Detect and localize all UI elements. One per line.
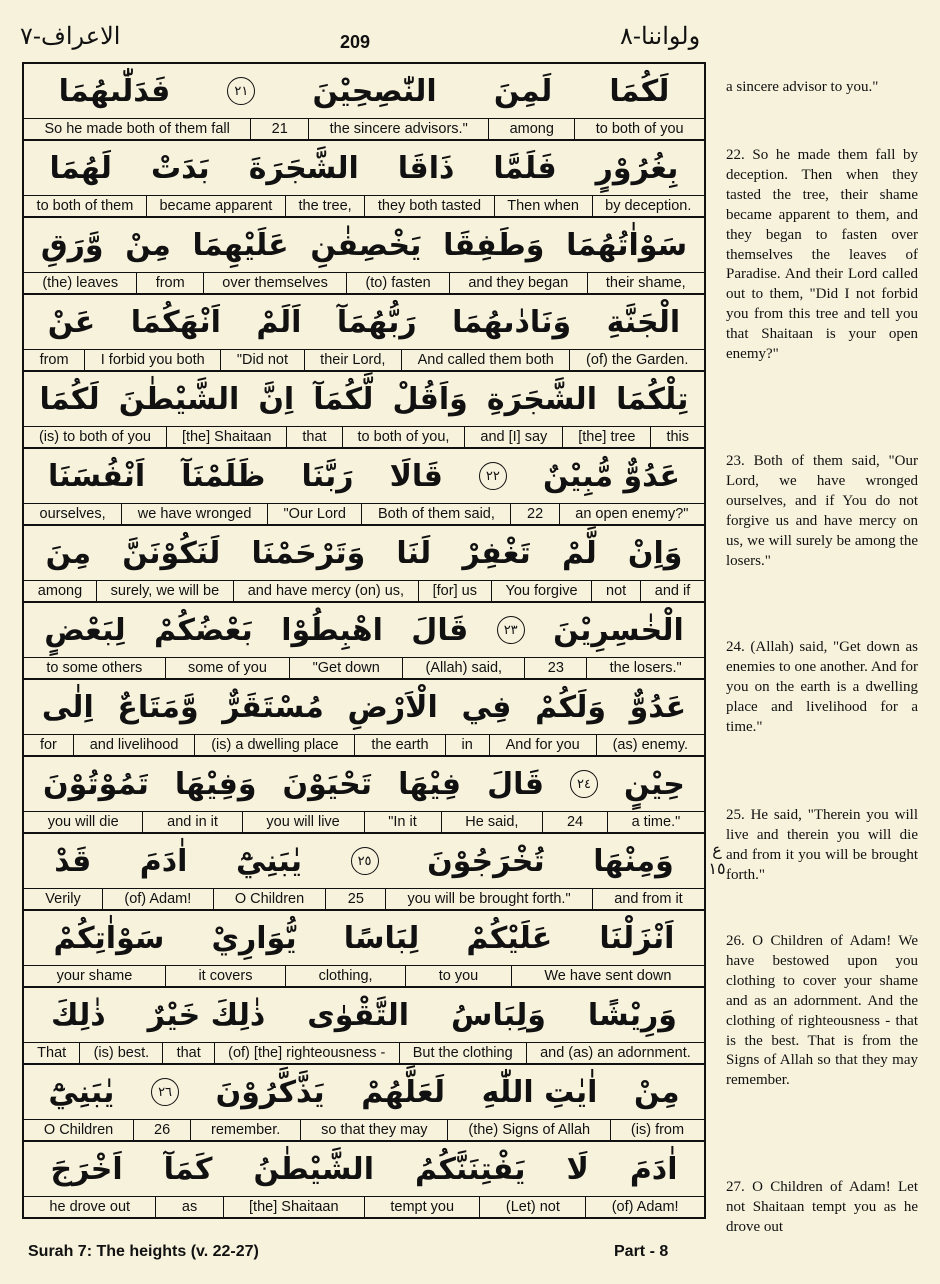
arabic-word: اٰيٰتِ اللّٰهِ [481, 1074, 598, 1110]
arabic-word: الْاَرْضِ [347, 689, 438, 725]
arabic-word: يٰبَنِيْٓ [48, 1074, 115, 1110]
arabic-word: اِنَّ [258, 381, 295, 417]
translation-verse-24: 24. (Allah) said, "Get down as enemies to one another. And for you on the earth is a dwelling place and livelihood for a time." [726, 639, 918, 735]
arabic-word: قَدْ [54, 843, 92, 879]
english-gloss-line [24, 349, 704, 370]
gloss-cell: (as) enemy. [596, 735, 704, 755]
verse-number-marker: ٢١ [227, 77, 255, 105]
arabic-word: وَتَرْحَمْنَا [251, 535, 366, 571]
arabic-word: اَنْفُسَنَا [48, 458, 146, 494]
arabic-word: بِغُرُوْرٍ [595, 150, 679, 186]
gloss-cell: an open enemy?" [559, 504, 704, 524]
gloss-cell: some of you [165, 658, 290, 678]
gloss-cell: We have sent down [511, 966, 704, 986]
gloss-cell: among [37, 583, 83, 599]
arabic-word: عَدُوٌّ مُّبِيْنٌ [542, 458, 680, 494]
arabic-word: ظَلَمْنَآ [181, 458, 266, 494]
arabic-word: مِنَ [45, 535, 92, 571]
gloss-cell: for [39, 737, 57, 753]
arabic-word: وَطَفِقَا [443, 227, 545, 263]
verse-row [24, 757, 704, 834]
arabic-line [24, 372, 704, 426]
gloss-cell: 21 [250, 119, 308, 139]
gloss-cell: their shame, [587, 273, 704, 293]
gloss-cell: remember. [190, 1120, 300, 1140]
gloss-cell: and livelihood [73, 735, 195, 755]
gloss-cell: [for] us [418, 581, 491, 601]
gloss-cell: and have mercy (on) us, [233, 581, 418, 601]
gloss-cell: That [37, 1045, 67, 1061]
arabic-word: ذَاقَا [397, 150, 455, 186]
gloss-cell: "Did not [220, 350, 303, 370]
arabic-line [24, 988, 704, 1042]
arabic-word: لَكُمَا [39, 381, 100, 417]
gloss-cell: I forbid you both [84, 350, 220, 370]
gloss-cell: it covers [165, 966, 285, 986]
gloss-cell: "Our Lord [267, 504, 361, 524]
arabic-word: الْخٰسِرِيْنَ [553, 612, 684, 648]
surah-name-header: الاعراف-٧ [20, 22, 121, 50]
gloss-cell: (is) a dwelling place [194, 735, 354, 755]
arabic-line [24, 64, 704, 118]
verse-row [24, 218, 704, 295]
verse-row [24, 603, 704, 680]
translation-verse-25: 25. He said, "Therein you will live and therein you will die and from it you will be brought forth." [726, 807, 918, 883]
gloss-cell: a time." [607, 812, 704, 832]
english-gloss-line [24, 965, 704, 986]
arabic-word: وَاَقُلْ [392, 381, 468, 417]
gloss-cell: by deception. [592, 196, 704, 216]
verse-row [24, 295, 704, 372]
english-gloss-line [24, 888, 704, 909]
arabic-word: اٰدَمَ [139, 843, 188, 879]
gloss-cell: (of) Adam! [102, 889, 212, 909]
gloss-cell: and they began [449, 273, 587, 293]
arabic-word: لَّكُمَآ [313, 381, 374, 417]
verse-number-marker: ٢٦ [151, 1078, 179, 1106]
english-gloss-line [24, 580, 704, 601]
gloss-cell: they both tasted [364, 196, 493, 216]
gloss-cell: (is) from [610, 1120, 704, 1140]
arabic-word: سَوْاٰتِكُمْ [53, 920, 165, 956]
gloss-cell: (the) Signs of Allah [447, 1120, 610, 1140]
gloss-cell: the tree, [285, 196, 364, 216]
english-gloss-line [24, 272, 704, 293]
arabic-word: لَمِنَ [493, 73, 553, 109]
gloss-cell: from [39, 352, 69, 368]
arabic-word: وَلِبَاسُ [451, 997, 546, 1033]
english-gloss-line [24, 657, 704, 678]
gloss-cell: O Children [213, 889, 326, 909]
gloss-cell: not [591, 581, 640, 601]
arabic-word: وَاِنْ [627, 535, 683, 571]
gloss-cell: (of) the Garden. [569, 350, 704, 370]
arabic-word: سَوْاٰتُهُمَا [566, 227, 688, 263]
arabic-word: اَلَمْ [256, 304, 302, 340]
arabic-word: لَكُمَا [609, 73, 670, 109]
gloss-cell: (of) [the] righteousness - [214, 1043, 399, 1063]
arabic-word: التَّقْوٰى [307, 997, 409, 1033]
arabic-line [24, 141, 704, 195]
english-gloss-line [24, 1196, 704, 1217]
verse-number-marker: ٢٣ [497, 616, 525, 644]
arabic-word: اِلٰى [41, 689, 94, 725]
translation-verse-23: 23. Both of them said, "Our Lord, we have wronged ourselves, and if You do not forgive us and have mercy on us, we will surely be among the losers." [726, 453, 918, 569]
arabic-word: لِبَاسًا [343, 920, 420, 956]
gloss-cell: so that they may [300, 1120, 447, 1140]
arabic-word: لَنَكُوْنَنَّ [122, 535, 221, 571]
gloss-cell: (is) best. [79, 1043, 162, 1063]
gloss-cell: to both of you [574, 119, 704, 139]
gloss-cell: 26 [133, 1120, 190, 1140]
verse-row [24, 1142, 704, 1217]
arabic-word: رَبُّهُمَآ [336, 304, 417, 340]
english-gloss-line [24, 1042, 704, 1063]
gloss-cell: and in it [142, 812, 241, 832]
arabic-word: فَلَمَّا [493, 150, 557, 186]
gloss-cell: [the] Shaitaan [223, 1197, 364, 1217]
arabic-line [24, 1142, 704, 1196]
gloss-cell: from [136, 273, 203, 293]
arabic-line [24, 218, 704, 272]
gloss-cell: this [650, 427, 704, 447]
arabic-word: تَمُوْتُوْنَ [43, 766, 149, 802]
verse-row [24, 834, 704, 911]
arabic-word: اَخْرَجَ [50, 1151, 123, 1187]
verse-row [24, 680, 704, 757]
arabic-word: قَالَا [389, 458, 443, 494]
gloss-cell: you will be brought forth." [385, 889, 592, 909]
verse-row [24, 141, 704, 218]
gloss-cell: So he made both of them fall [44, 121, 230, 137]
gloss-cell: the losers." [586, 658, 704, 678]
gloss-cell: And for you [489, 735, 596, 755]
arabic-word: لَنَا [396, 535, 432, 571]
english-gloss-line [24, 426, 704, 447]
gloss-cell: tempt you [364, 1197, 480, 1217]
arabic-word: لَعَلَّهُمْ [361, 1074, 446, 1110]
gloss-cell: and from it [592, 889, 704, 909]
arabic-word: لَا [566, 1151, 589, 1187]
verse-row [24, 372, 704, 449]
gloss-cell: (of) Adam! [585, 1197, 704, 1217]
gloss-cell: and if [640, 581, 704, 601]
arabic-line [24, 449, 704, 503]
arabic-line [24, 680, 704, 734]
gloss-cell: You forgive [491, 581, 592, 601]
gloss-cell: became apparent [146, 196, 285, 216]
arabic-word: ذٰلِكَ [51, 997, 106, 1033]
arabic-word: مِنْ [125, 227, 171, 263]
gloss-cell: we have wronged [121, 504, 267, 524]
arabic-word: لَّمْ [561, 535, 597, 571]
arabic-word: كَمَآ [163, 1151, 213, 1187]
translation-verse-26: 26. O Children of Adam! We have bestowed upon you clothing to cover your shame and as an adornment. And the clothing of righteousness - that is the best. That is from the Signs of Allah so that they may remember. [726, 933, 918, 1089]
arabic-word: لَهُمَا [49, 150, 112, 186]
translation-verse-22: 22. So he made them fall by deception. Then when they tasted the tree, their shame became apparent to them, and they began to fasten over themselves the leaves of Paradise. And their Lord called out to them, "Did I not forbid you from this tree and tell you that Shaitaan is your open enemy?" [726, 147, 918, 363]
gloss-cell: [the] tree [562, 427, 650, 447]
gloss-cell: among [488, 119, 574, 139]
arabic-line [24, 603, 704, 657]
arabic-word: وَلَكُمْ [535, 689, 606, 725]
gloss-cell: 24 [542, 812, 607, 832]
english-gloss-line [24, 734, 704, 755]
arabic-word: اٰدَمَ [629, 1151, 678, 1187]
gloss-cell: [the] Shaitaan [166, 427, 286, 447]
arabic-word: وَفِيْهَا [174, 766, 257, 802]
footer-part: Part - 8 [614, 1243, 669, 1260]
gloss-cell: ourselves, [39, 506, 106, 522]
gloss-cell: (to) fasten [346, 273, 449, 293]
part-name-header: ولواننا-٨ [620, 22, 701, 50]
arabic-word: عَلَيْهِمَا [192, 227, 289, 263]
gloss-cell: to some others [46, 660, 143, 676]
gloss-cell: 25 [325, 889, 385, 909]
arabic-word: لِبَعْضٍ [44, 612, 126, 648]
arabic-word: يٰبَنِيْٓ [235, 843, 303, 879]
arabic-word: وَنَادٰىهُمَا [452, 304, 572, 340]
ruku-mark: ع ١٥ [708, 840, 726, 878]
arabic-word: الشَّيْطٰنُ [253, 1151, 374, 1187]
gloss-cell: the earth [354, 735, 444, 755]
arabic-word: تَغْفِرْ [462, 535, 531, 571]
arabic-word: اَنْهَكُمَا [130, 304, 221, 340]
arabic-word: الشَّجَرَةَ [248, 150, 359, 186]
arabic-word: فِيْهَا [398, 766, 462, 802]
translation-verse-27: 27. O Children of Adam! Let not Shaitaan tempt you as he drove out [726, 1179, 918, 1235]
page-number: 209 [340, 32, 371, 52]
gloss-cell: "Get down [289, 658, 402, 678]
gloss-cell: that [162, 1043, 214, 1063]
arabic-word: وَّمَتَاعٌ [117, 689, 199, 725]
gloss-cell: 23 [524, 658, 586, 678]
verse-number-marker: ٢٥ [351, 847, 379, 875]
arabic-word: بَدَتْ [150, 150, 210, 186]
english-gloss-line [24, 1119, 704, 1140]
gloss-cell: as [155, 1197, 222, 1217]
arabic-word: مِنْ [634, 1074, 680, 1110]
gloss-cell: 22 [510, 504, 558, 524]
arabic-word: اَنْزَلْنَا [599, 920, 675, 956]
arabic-word: وَرِيْشًا [587, 997, 677, 1033]
gloss-cell: (Let) not [479, 1197, 585, 1217]
gloss-cell: But the clothing [399, 1043, 526, 1063]
gloss-cell: "In it [364, 812, 441, 832]
gloss-cell: (the) leaves [42, 275, 119, 291]
verse-row [24, 988, 704, 1065]
arabic-word: عَدُوٌّ [629, 689, 687, 725]
gloss-cell: to you [405, 966, 511, 986]
arabic-word: ذٰلِكَ خَيْرٌ [147, 997, 266, 1033]
gloss-cell: clothing, [285, 966, 405, 986]
gloss-cell: surely, we will be [96, 581, 233, 601]
gloss-cell: you will live [242, 812, 364, 832]
arabic-word: عَنْ [47, 304, 96, 340]
arabic-word: فَدَلّٰىهُمَا [58, 73, 171, 109]
arabic-word: رَبَّنَا [301, 458, 354, 494]
arabic-word: بَعْضُكُمْ [154, 612, 253, 648]
verse-row [24, 64, 704, 141]
gloss-cell: over themselves [203, 273, 346, 293]
arabic-word: الشَّيْطٰنَ [118, 381, 240, 417]
arabic-word: يَذَّكَّرُوْنَ [215, 1074, 325, 1110]
english-gloss-line [24, 195, 704, 216]
arabic-word: يَفْتِنَنَّكُمُ [414, 1151, 526, 1187]
arabic-word: عَلَيْكُمْ [466, 920, 553, 956]
arabic-word: تَحْيَوْنَ [282, 766, 373, 802]
gloss-cell: he drove out [49, 1199, 131, 1215]
english-gloss-line [24, 503, 704, 524]
english-gloss-line [24, 118, 704, 139]
arabic-word: النّٰصِحِيْنَ [312, 73, 437, 109]
gloss-cell: to both of you, [342, 427, 465, 447]
arabic-word: فِي [461, 689, 512, 725]
arabic-word: قَالَ [411, 612, 469, 648]
arabic-line [24, 834, 704, 888]
gloss-cell: the sincere advisors." [308, 119, 488, 139]
arabic-word: يُّوَارِيْ [211, 920, 297, 956]
gloss-cell: that [286, 427, 341, 447]
verse-number-marker: ٢٤ [570, 770, 598, 798]
gloss-cell: your shame [56, 968, 133, 984]
arabic-line [24, 1065, 704, 1119]
verse-row [24, 526, 704, 603]
gloss-cell: their Lord, [304, 350, 401, 370]
arabic-word: تُخْرَجُوْنَ [427, 843, 545, 879]
gloss-cell: you will die [47, 814, 119, 830]
gloss-cell: He said, [441, 812, 543, 832]
word-by-word-grid [22, 62, 706, 1219]
arabic-word: قَالَ [487, 766, 545, 802]
verse-number-marker: ٢٢ [479, 462, 507, 490]
gloss-cell: Both of them said, [361, 504, 510, 524]
gloss-cell: and (as) an adornment. [526, 1043, 704, 1063]
arabic-line [24, 757, 704, 811]
arabic-word: الشَّجَرَةِ [486, 381, 597, 417]
arabic-line [24, 911, 704, 965]
gloss-cell: O Children [43, 1122, 114, 1138]
gloss-cell: and [I] say [464, 427, 562, 447]
arabic-word: حِيْنٍ [624, 766, 685, 802]
arabic-word: تِلْكُمَا [616, 381, 689, 417]
verse-row [24, 449, 704, 526]
arabic-word: مُسْتَقَرٌّ [222, 689, 324, 725]
arabic-line [24, 526, 704, 580]
verse-row [24, 1065, 704, 1142]
verse-row [24, 911, 704, 988]
arabic-word: وَّرَقِ [40, 227, 104, 263]
arabic-word: وَمِنْهَا [593, 843, 674, 879]
gloss-cell: (is) to both of you [38, 429, 151, 445]
arabic-word: اهْبِطُوْا [281, 612, 383, 648]
gloss-cell: Then when [494, 196, 592, 216]
english-gloss-line [24, 811, 704, 832]
footer-surah-title: Surah 7: The heights (v. 22-27) [28, 1243, 259, 1260]
gloss-cell: (Allah) said, [402, 658, 524, 678]
gloss-cell: in [445, 735, 489, 755]
arabic-line [24, 295, 704, 349]
arabic-word: يَخْصِفٰنِ [310, 227, 422, 263]
arabic-word: الْجَنَّةِ [606, 304, 681, 340]
translation-continuation: a sincere advisor to you." [726, 79, 879, 95]
gloss-cell: Verily [45, 891, 81, 907]
gloss-cell: And called them both [401, 350, 569, 370]
gloss-cell: to both of them [36, 198, 134, 214]
